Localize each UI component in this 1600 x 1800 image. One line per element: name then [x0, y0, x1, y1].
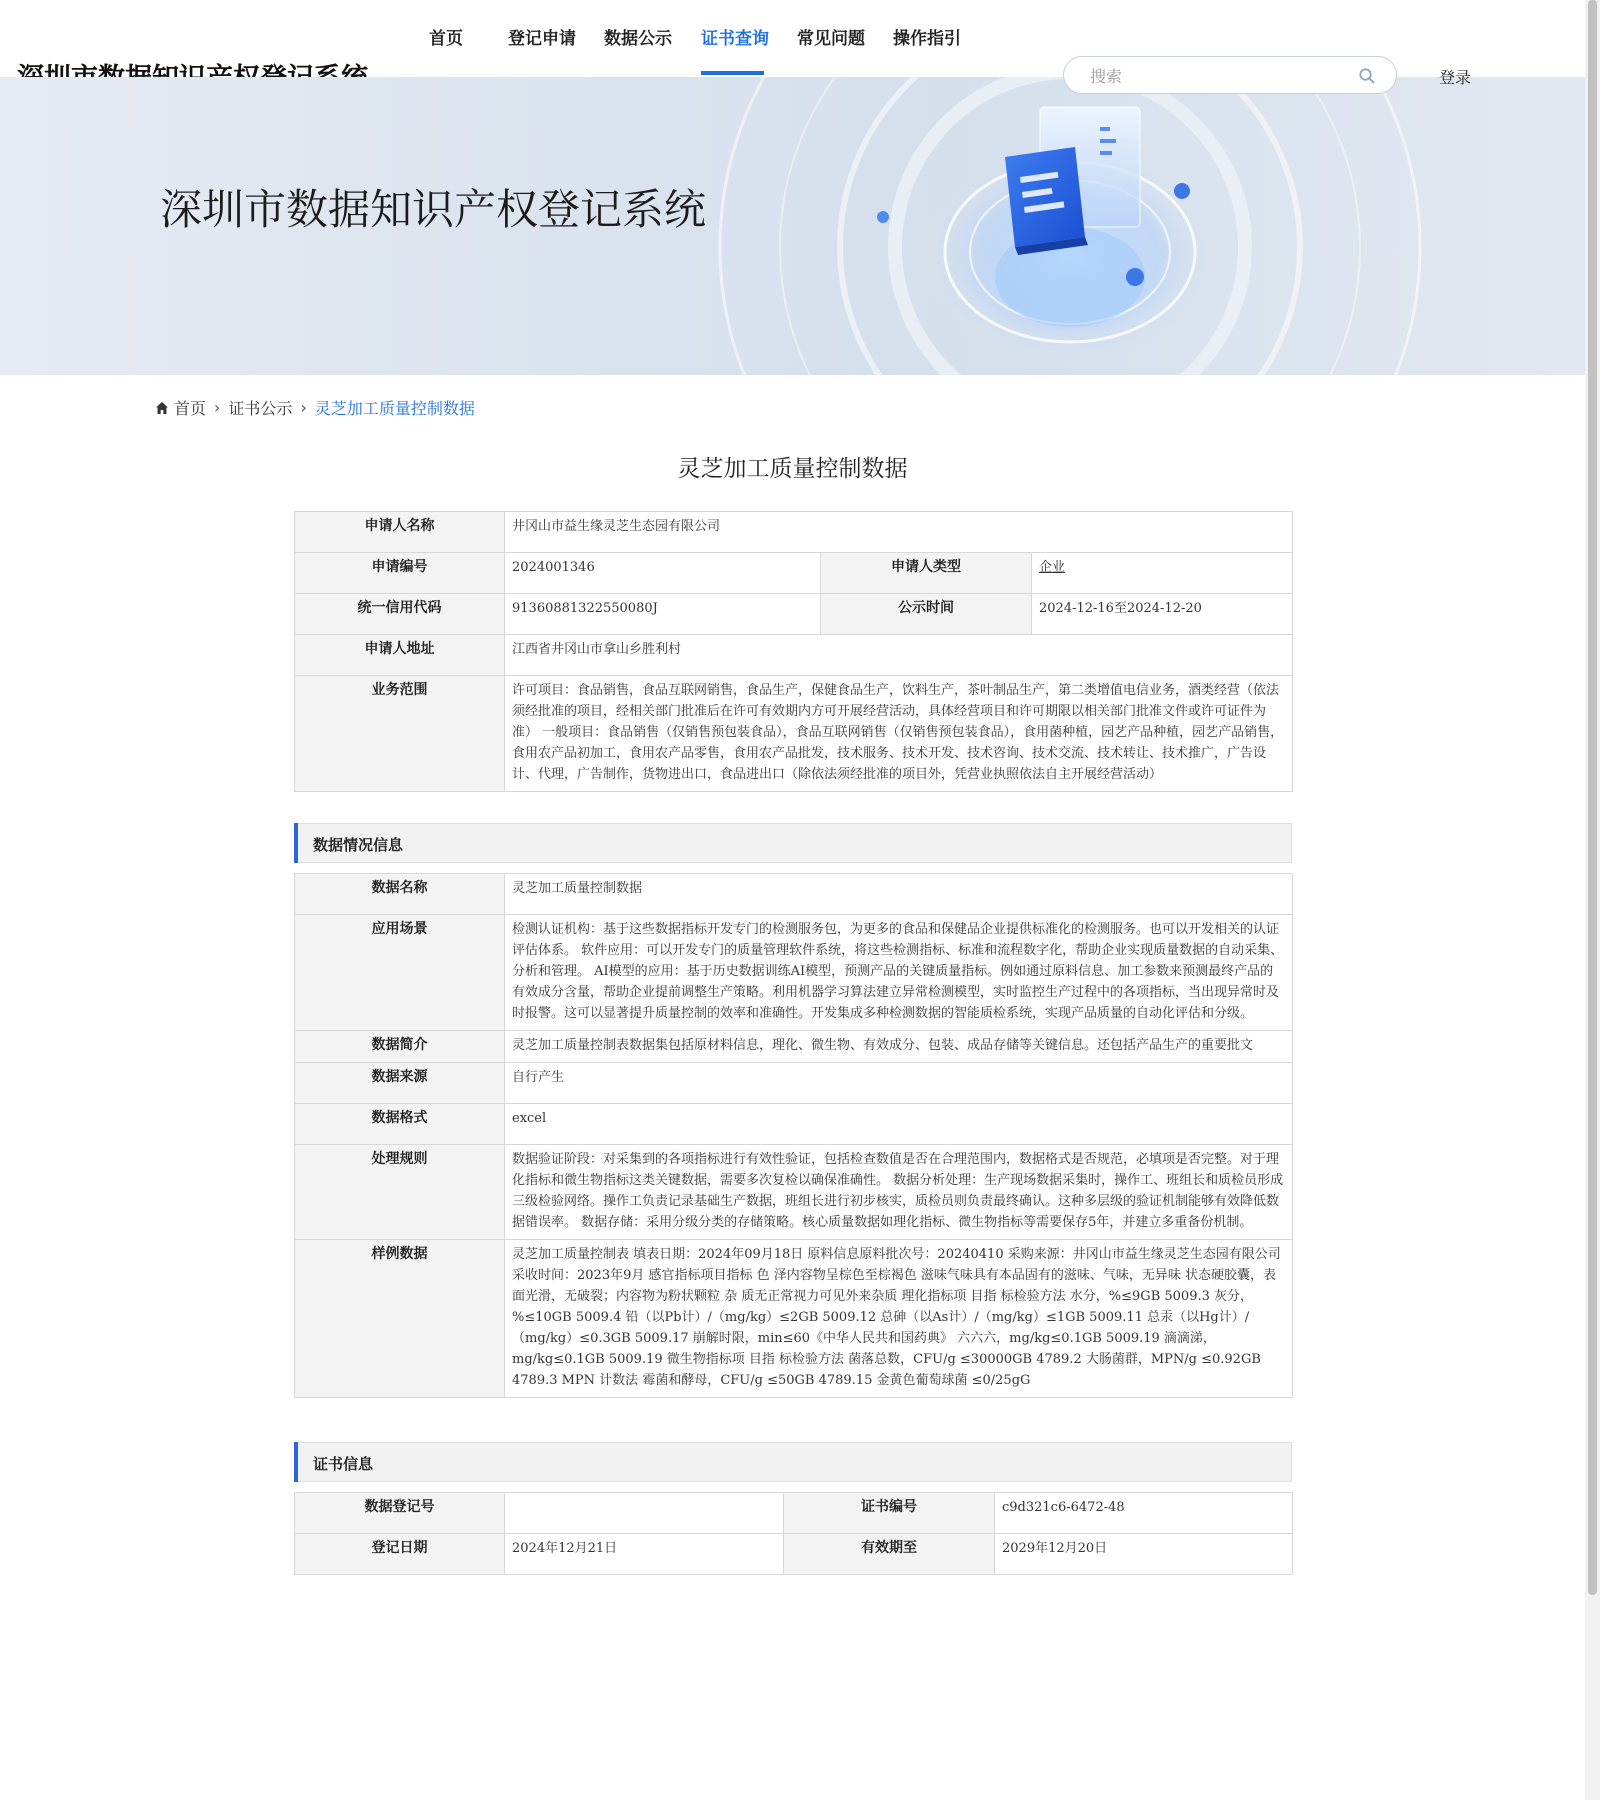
breadcrumb-section[interactable]: 证书公示	[228, 399, 293, 418]
data-intro-value: 灵芝加工质量控制表数据集包括原材料信息，理化、微生物、有效成分、包装、成品存储等关键信息。还包括产品生产的重要批文	[505, 1031, 1293, 1063]
chevron-right-icon: ›	[214, 398, 221, 417]
page-scrollbar[interactable]	[1585, 0, 1600, 1800]
registration-number-label: 数据登记号	[295, 1493, 505, 1534]
home-icon[interactable]	[155, 401, 169, 415]
registration-date-value: 2024年12月21日	[505, 1534, 784, 1575]
publicity-time-value: 2024-12-16至2024-12-20	[1032, 594, 1293, 635]
data-name-label: 数据名称	[295, 874, 505, 915]
page-title: 灵芝加工质量控制数据	[677, 456, 908, 482]
table-row	[295, 1240, 1293, 1398]
application-number-value: 2024001346	[505, 553, 821, 594]
search-icon[interactable]	[1358, 67, 1376, 85]
table-row	[295, 1145, 1293, 1240]
table-row	[295, 1534, 1293, 1575]
table-row	[295, 1493, 1293, 1534]
valid-until-value: 2029年12月20日	[995, 1534, 1293, 1575]
applicant-name-label: 申请人名称	[295, 512, 505, 553]
data-info-table	[294, 873, 1293, 1398]
table-row	[295, 915, 1293, 1031]
table-row	[295, 635, 1293, 676]
sample-data-label: 样例数据	[295, 1240, 505, 1398]
processing-rules-label: 处理规则	[295, 1145, 505, 1240]
credit-code-value: 91360881322550080J	[505, 594, 821, 635]
applicant-address-value: 江西省井冈山市拿山乡胜利村	[505, 635, 1293, 676]
applicant-name-value: 井冈山市益生缘灵芝生态园有限公司	[505, 512, 1293, 553]
nav-guide[interactable]: 操作指引	[893, 29, 961, 49]
data-info-heading: 数据情况信息	[313, 836, 404, 854]
table-row	[295, 1104, 1293, 1145]
table-row	[295, 676, 1293, 792]
processing-rules-value: 数据验证阶段：对采集到的各项指标进行有效性验证，包括检查数值是否在合理范围内，数据格式是否规范，必填项是否完整。对于理化指标和微生物指标这类关键数据，需要多次复检以确保准确性。 数据分析处理：生产现场数据采集时，操作工、班组长和质检员形成三级检验网络。操作工负责记录基础生产数据，班组长进行初步核实，质检员则负责最终确认。这种多层级的验证机制能够有效降低数据错误率。 数据存储：采用分级分类的存储策略。核心质量数据如理化指标、微生物指标等需要保存5年，并建立多重备份机制。	[505, 1145, 1293, 1240]
breadcrumb-home[interactable]: 首页	[174, 399, 207, 418]
applicant-type-label: 申请人类型	[821, 553, 1032, 594]
nav-register-apply[interactable]: 登记申请	[508, 29, 576, 49]
table-row	[295, 512, 1293, 553]
hero-banner	[0, 77, 1585, 375]
breadcrumb	[155, 396, 475, 419]
banner-title: 深圳市数据知识产权登记系统	[160, 185, 707, 234]
applicant-info-table	[294, 511, 1293, 792]
certificate-heading: 证书信息	[313, 1455, 374, 1473]
search-box	[1063, 56, 1397, 94]
data-format-value: excel	[505, 1104, 1293, 1145]
certificate-section-header	[294, 1442, 1292, 1482]
publicity-time-label: 公示时间	[821, 594, 1032, 635]
table-row	[295, 553, 1293, 594]
breadcrumb-current[interactable]: 灵芝加工质量控制数据	[314, 399, 475, 418]
certificate-number-value: c9d321c6-6472-48	[995, 1493, 1293, 1534]
application-number-label: 申请编号	[295, 553, 505, 594]
table-row	[295, 1063, 1293, 1104]
business-scope-value: 许可项目：食品销售，食品互联网销售，食品生产，保健食品生产，饮料生产，茶叶制品生产，第二类增值电信业务，酒类经营（依法须经批准的项目，经相关部门批准后在许可有效期内方可开展经营活动，具体经营项目和许可期限以相关部门批准文件或许可证件为准） 一般项目：食品销售（仅销售预包装食品），食品互联网销售（仅销售预包装食品），食用菌种植，园艺产品种植，园艺产品销售，食用农产品初加工，食用农产品零售，食用农产品批发，技术服务、技术开发、技术咨询、技术交流、技术转让、技术推广，广告设计、代理，广告制作，货物进出口，食品进出口（除依法须经批准的项目外，凭营业执照依法自主开展经营活动）	[505, 676, 1293, 792]
chevron-right-icon: ›	[300, 398, 307, 417]
certificate-info-table	[294, 1492, 1293, 1575]
login-link[interactable]: 登录	[1439, 68, 1472, 87]
search-input[interactable]	[1088, 63, 1352, 89]
nav-data-publicity[interactable]: 数据公示	[604, 29, 672, 49]
data-info-section-header	[294, 823, 1292, 863]
data-format-label: 数据格式	[295, 1104, 505, 1145]
table-row	[295, 1031, 1293, 1063]
data-source-label: 数据来源	[295, 1063, 505, 1104]
applicant-type-cell	[1032, 553, 1293, 594]
nav-active-indicator	[701, 71, 764, 75]
valid-until-label: 有效期至	[784, 1534, 995, 1575]
certificate-number-label: 证书编号	[784, 1493, 995, 1534]
application-scenario-value: 检测认证机构：基于这些数据指标开发专门的检测服务包，为更多的食品和保健品企业提供标准化的检测服务。也可以开发相关的认证评估体系。 软件应用：可以开发专门的质量管理软件系统，将这些检测指标、标准和流程数字化，帮助企业实现质量数据的自动采集、分析和管理。 AI模型的应用：基于历史数据训练AI模型，预测产品的关键质量指标。例如通过原料信息、加工参数来预测最终产品的有效成分含量，帮助企业提前调整生产策略。利用机器学习算法建立异常检测模型，实时监控生产过程中的各项指标，当出现异常时及时报警。这可以显著提升质量控制的效率和准确性。开发集成多种检测数据的智能质检系统，实现产品质量的自动化评估和分级。	[505, 915, 1293, 1031]
credit-code-label: 统一信用代码	[295, 594, 505, 635]
applicant-type-link[interactable]: 企业	[1039, 560, 1066, 575]
nav-certificate-query[interactable]: 证书查询	[701, 29, 769, 49]
business-scope-label: 业务范围	[295, 676, 505, 792]
data-name-value: 灵芝加工质量控制数据	[505, 874, 1293, 915]
scrollbar-thumb[interactable]	[1588, 0, 1597, 1595]
nav-home[interactable]: 首页	[429, 29, 463, 49]
table-row	[295, 874, 1293, 915]
application-scenario-label: 应用场景	[295, 915, 505, 1031]
applicant-address-label: 申请人地址	[295, 635, 505, 676]
data-source-value: 自行产生	[505, 1063, 1293, 1104]
data-intro-label: 数据简介	[295, 1031, 505, 1063]
sample-data-value: 灵芝加工质量控制表 填表日期：2024年09月18日 原料信息原料批次号：20240410 采购来源：井冈山市益生缘灵芝生态园有限公司 采收时间：2023年9月 感官指标项目指标 色 泽内容物呈棕色至棕褐色 滋味气味具有本品固有的滋味、气味，无异味 状态硬胶囊，表面光滑，无破裂；内容物为粉状颗粒 杂 质无正常视力可见外来杂质 理化指标项 目指 标检验方法 水分，%≤9GB 5009.3 灰分，%≤10GB 5009.4 铅（以Pb计）/（mg/kg）≤2GB 5009.12 总砷（以As计）/（mg/kg）≤1GB 5009.11 总汞（以Hg计）/（mg/kg）≤0.3GB 5009.17 崩解时限，min≤60《中华人民共和国药典》 六六六，mg/kg≤0.1GB 5009.19 滴滴涕，mg/kg≤0.1GB 5009.19 微生物指标项 目指 标检验方法 菌落总数，CFU/g ≤30000GB 4789.2 大肠菌群，MPN/g ≤0.92GB 4789.3 MPN 计数法 霉菌和酵母，CFU/g ≤50GB 4789.15 金黄色葡萄球菌 ≤0/25gG	[505, 1240, 1293, 1398]
registration-number-value	[505, 1493, 784, 1534]
table-row	[295, 594, 1293, 635]
registration-date-label: 登记日期	[295, 1534, 505, 1575]
nav-faq[interactable]: 常见问题	[797, 29, 865, 49]
